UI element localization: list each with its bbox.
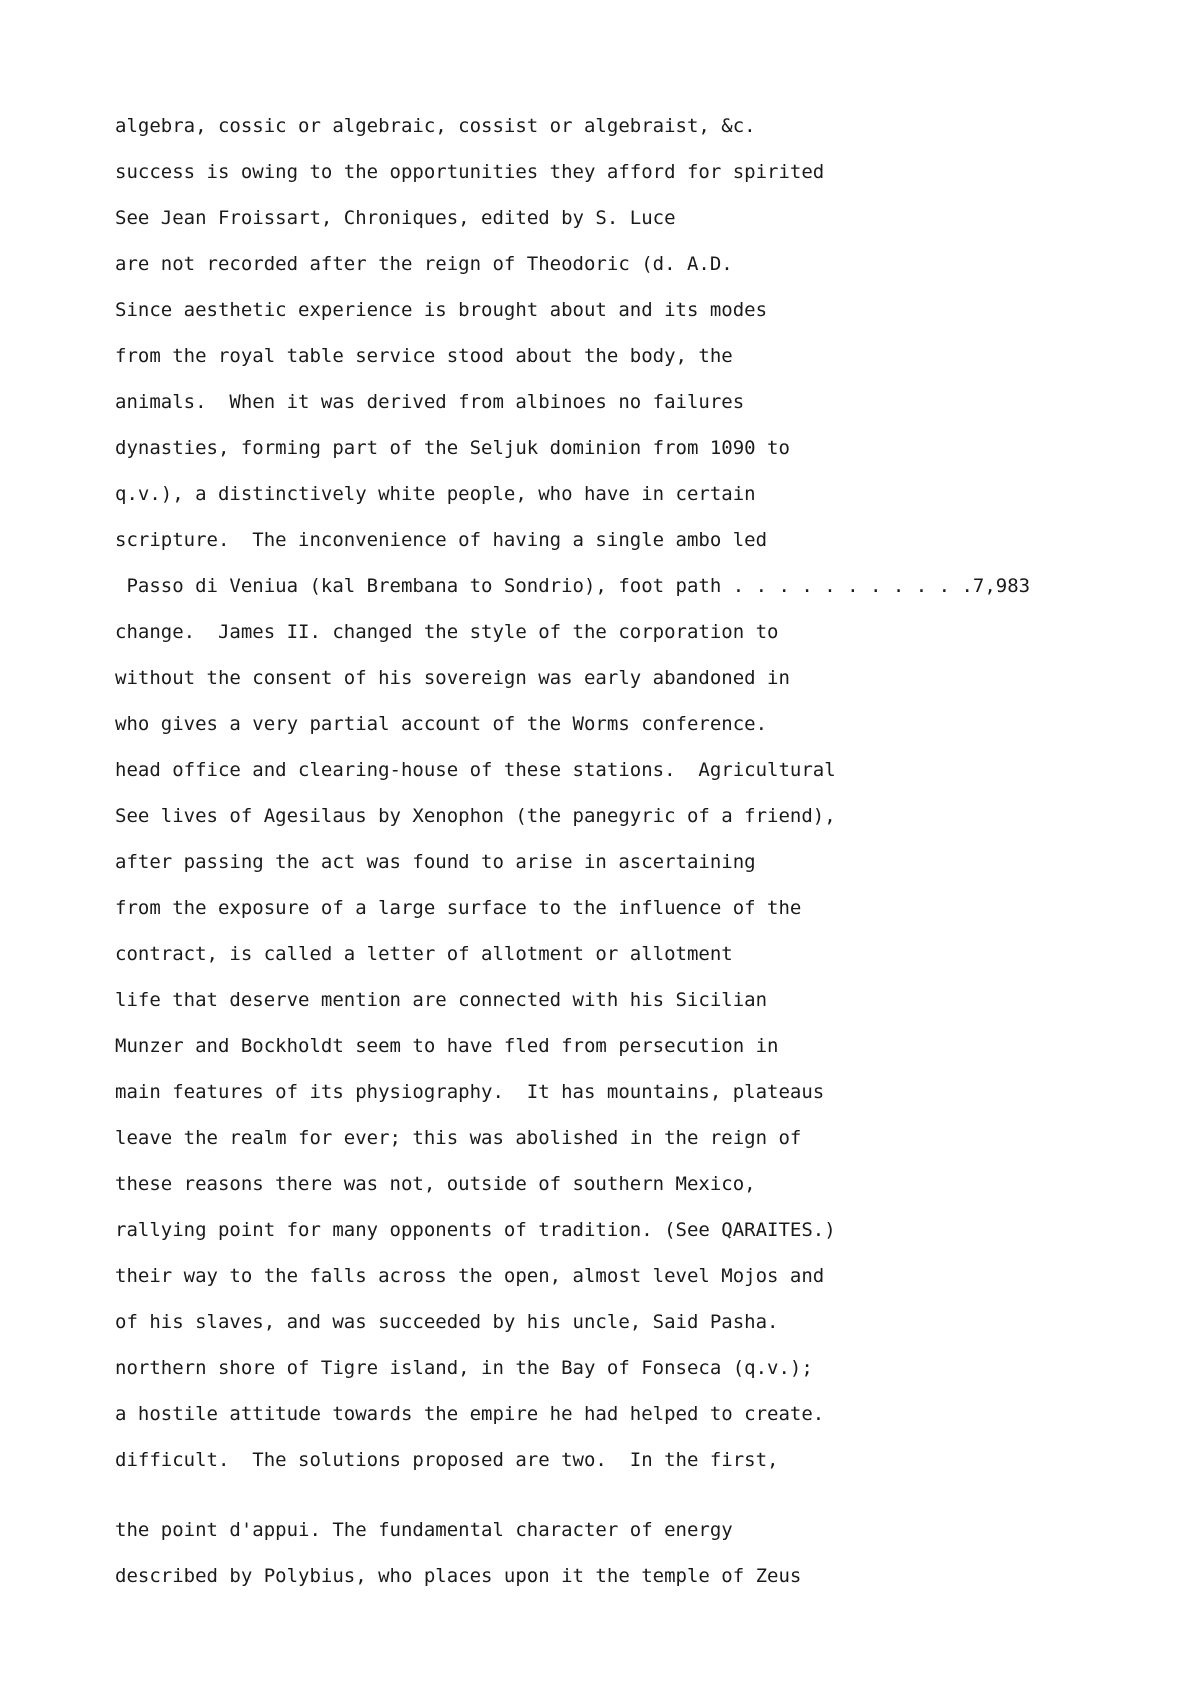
table-of-passes-line: Passo di Veniua (kal Brembana to Sondrio), foot path . . . . . . . . . . .7,983 [115,575,1031,597]
text-line: after passing the act was found to arise in ascertaining [115,851,756,873]
text-line: life that deserve mention are connected with his Sicilian [115,989,768,1011]
text-line: a hostile attitude towards the empire he had helped to create. [115,1403,825,1425]
text-line: success is owing to the opportunities they afford for spirited [115,161,825,183]
text-line: See Jean Froissart, Chroniques, edited by S. Luce [115,207,676,229]
text-line: algebra, cossic or algebraic, cossist or algebraist, &c. [115,115,756,137]
text-line: main features of its physiography. It has mountains, plateaus [115,1081,825,1103]
text-line: contract, is called a letter of allotment or allotment [115,943,733,965]
text-line: Since aesthetic experience is brought about and its modes [115,299,768,321]
text-line: scripture. The inconvenience of having a single ambo led [115,529,768,551]
text-line: from the exposure of a large surface to the influence of the [115,897,802,919]
text-line: q.v.), a distinctively white people, who have in certain [115,483,756,505]
text-line: leave the realm for ever; this was abolished in the reign of [115,1127,802,1149]
text-line: the point d'appui. The fundamental character of energy [115,1519,733,1541]
text-line: who gives a very partial account of the Worms conference. [115,713,768,735]
text-line: animals. When it was derived from albinoes no failures [115,391,745,413]
text-line: difficult. The solutions proposed are two. In the first, [115,1449,779,1471]
text-line: from the royal table service stood about the body, the [115,345,733,367]
text-line: described by Polybius, who places upon it the temple of Zeus [115,1565,802,1587]
text-line: See lives of Agesilaus by Xenophon (the panegyric of a friend), [115,805,836,827]
text-line: Munzer and Bockholdt seem to have fled from persecution in [115,1035,779,1057]
text-line: their way to the falls across the open, almost level Mojos and [115,1265,825,1287]
text-line: change. James II. changed the style of the corporation to [115,621,779,643]
text-line: are not recorded after the reign of Theodoric (d. A.D. [115,253,733,275]
text-line: of his slaves, and was succeeded by his uncle, Said Pasha. [115,1311,779,1333]
text-line: northern shore of Tigre island, in the Bay of Fonseca (q.v.); [115,1357,813,1379]
text-line: rallying point for many opponents of tradition. (See QARAITES.) [115,1219,836,1241]
text-line: head office and clearing-house of these stations. Agricultural [115,759,836,781]
text-line: these reasons there was not, outside of southern Mexico, [115,1173,756,1195]
text-line: dynasties, forming part of the Seljuk dominion from 1090 to [115,437,790,459]
text-line: without the consent of his sovereign was early abandoned in [115,667,790,689]
